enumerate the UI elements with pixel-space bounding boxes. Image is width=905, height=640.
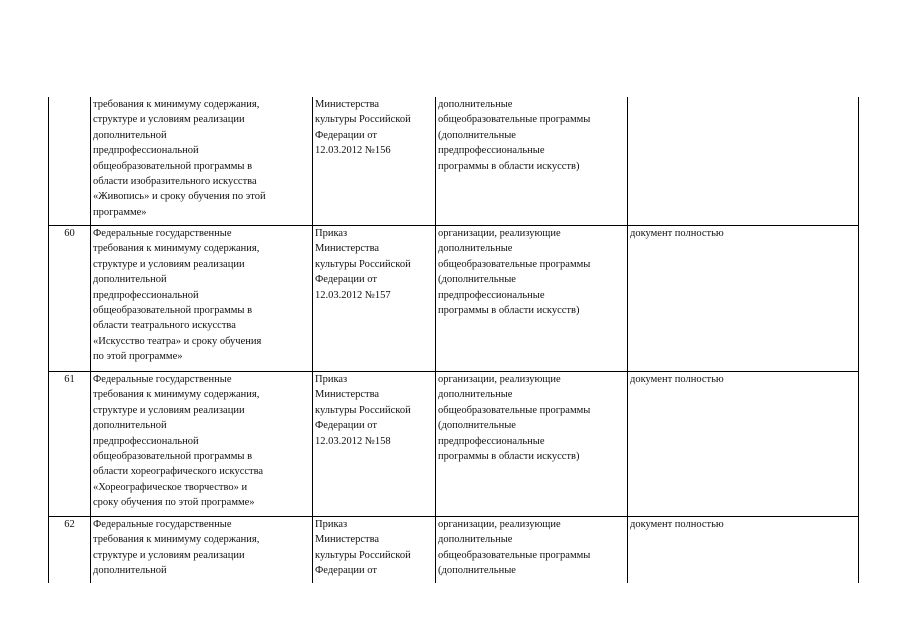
document-name-cell: [91, 372, 313, 517]
subjects-line: программы в области искусств): [438, 160, 580, 172]
note-cell: документ полностью: [628, 226, 859, 372]
document-name-cell: [91, 226, 313, 372]
document-name-line: требования к минимуму содержания,: [93, 99, 260, 110]
document-name-line: структуре и условиям реализации: [93, 549, 245, 561]
row-number: 62: [49, 517, 91, 584]
legal-act-line: Приказ: [315, 519, 348, 530]
subjects-cell: [436, 97, 628, 226]
document-name-line: «Живопись» и сроку обучения по этой: [93, 191, 266, 203]
subjects-line: общеобразовательные программы: [438, 404, 591, 416]
document-name-line: дополнительной: [93, 420, 167, 432]
document-name-line: общеобразовательной программы в: [93, 305, 253, 317]
document-name-line: общеобразовательной программы в: [93, 160, 253, 172]
table-row: [49, 97, 859, 226]
document-name-line: области изобразительного искусства: [93, 176, 257, 188]
document-name-line: предпрофессиональной: [93, 145, 199, 157]
legal-act-line: 12.03.2012 №156: [315, 145, 391, 157]
subjects-line: (дополнительные: [438, 420, 516, 432]
legal-act-line: культуры Российской: [315, 549, 411, 561]
regulations-table: [48, 97, 859, 583]
subjects-line: программы в области искусств): [438, 305, 580, 317]
subjects-line: дополнительные: [438, 99, 513, 110]
legal-act-line: культуры Российской: [315, 404, 411, 416]
document-name-line: сроку обучения по этой программе»: [93, 497, 255, 509]
legal-act-line: Приказ: [315, 374, 348, 385]
page-bottom-margin: [0, 588, 905, 640]
subjects-cell: [436, 517, 628, 584]
legal-act-cell: [313, 226, 436, 372]
document-name-line: «Хореографическое творчество» и: [93, 481, 248, 493]
subjects-line: дополнительные: [438, 534, 513, 546]
note-cell: документ полностью: [628, 372, 859, 517]
legal-act-line: Министерства: [315, 389, 380, 401]
row-number: 61: [49, 372, 91, 517]
row-number: [49, 97, 91, 226]
legal-act-line: культуры Российской: [315, 258, 411, 270]
subjects-line: организации, реализующие: [438, 228, 561, 239]
subjects-line: (дополнительные: [438, 565, 516, 577]
note-cell: документ полностью: [628, 517, 859, 584]
subjects-line: программы в области искусств): [438, 451, 580, 463]
legal-act-cell: [313, 517, 436, 584]
subjects-line: (дополнительные: [438, 274, 516, 286]
legal-act-line: Федерации от: [315, 420, 377, 432]
table-row: [49, 226, 859, 372]
document-name-line: дополнительной: [93, 274, 167, 286]
legal-act-cell: [313, 97, 436, 226]
legal-act-line: Приказ: [315, 228, 348, 239]
legal-act-line: Федерации от: [315, 565, 377, 577]
document-name-line: структуре и условиям реализации: [93, 114, 245, 126]
document-name-line: структуре и условиям реализации: [93, 258, 245, 270]
document-name-cell: [91, 517, 313, 584]
subjects-line: организации, реализующие: [438, 374, 561, 385]
document-name-line: требования к минимуму содержания,: [93, 389, 260, 401]
document-name-line: Федеральные государственные: [93, 228, 232, 239]
legal-act-line: культуры Российской: [315, 114, 411, 126]
subjects-line: общеобразовательные программы: [438, 114, 591, 126]
document-name-line: Федеральные государственные: [93, 519, 232, 530]
legal-act-line: Федерации от: [315, 274, 377, 286]
table-row: [49, 372, 859, 517]
legal-act-line: 12.03.2012 №158: [315, 435, 391, 447]
subjects-cell: [436, 372, 628, 517]
document-name-cell: [91, 97, 313, 226]
row-number: 60: [49, 226, 91, 372]
legal-act-line: Министерства: [315, 99, 380, 110]
document-name-line: по этой программе»: [93, 351, 183, 363]
document-name-line: требования к минимуму содержания,: [93, 534, 260, 546]
document-name-line: требования к минимуму содержания,: [93, 243, 260, 255]
document-name-line: «Искусство театра» и сроку обучения: [93, 335, 262, 347]
subjects-line: предпрофессиональные: [438, 435, 545, 447]
subjects-line: общеобразовательные программы: [438, 258, 591, 270]
document-name-line: предпрофессиональной: [93, 289, 199, 301]
document-name-line: общеобразовательной программы в: [93, 451, 253, 463]
subjects-line: организации, реализующие: [438, 519, 561, 530]
document-name-line: предпрофессиональной: [93, 435, 199, 447]
subjects-line: дополнительные: [438, 389, 513, 401]
document-name-line: Федеральные государственные: [93, 374, 232, 385]
subjects-line: предпрофессиональные: [438, 145, 545, 157]
legal-act-line: Министерства: [315, 243, 380, 255]
legal-act-line: Федерации от: [315, 129, 377, 141]
document-name-line: программе»: [93, 206, 147, 218]
legal-act-line: Министерства: [315, 534, 380, 546]
legal-act-line: 12.03.2012 №157: [315, 289, 391, 301]
note-cell: [628, 97, 859, 226]
document-name-line: дополнительной: [93, 129, 167, 141]
document-name-line: структуре и условиям реализации: [93, 404, 245, 416]
document-name-line: области театрального искусства: [93, 320, 236, 332]
legal-act-cell: [313, 372, 436, 517]
table-body: [49, 97, 859, 583]
table-row: [49, 517, 859, 584]
subjects-line: дополнительные: [438, 243, 513, 255]
subjects-line: общеобразовательные программы: [438, 549, 591, 561]
document-name-line: области хореографического искусства: [93, 466, 264, 478]
subjects-line: (дополнительные: [438, 129, 516, 141]
subjects-cell: [436, 226, 628, 372]
document-name-line: дополнительной: [93, 565, 167, 577]
subjects-line: предпрофессиональные: [438, 289, 545, 301]
